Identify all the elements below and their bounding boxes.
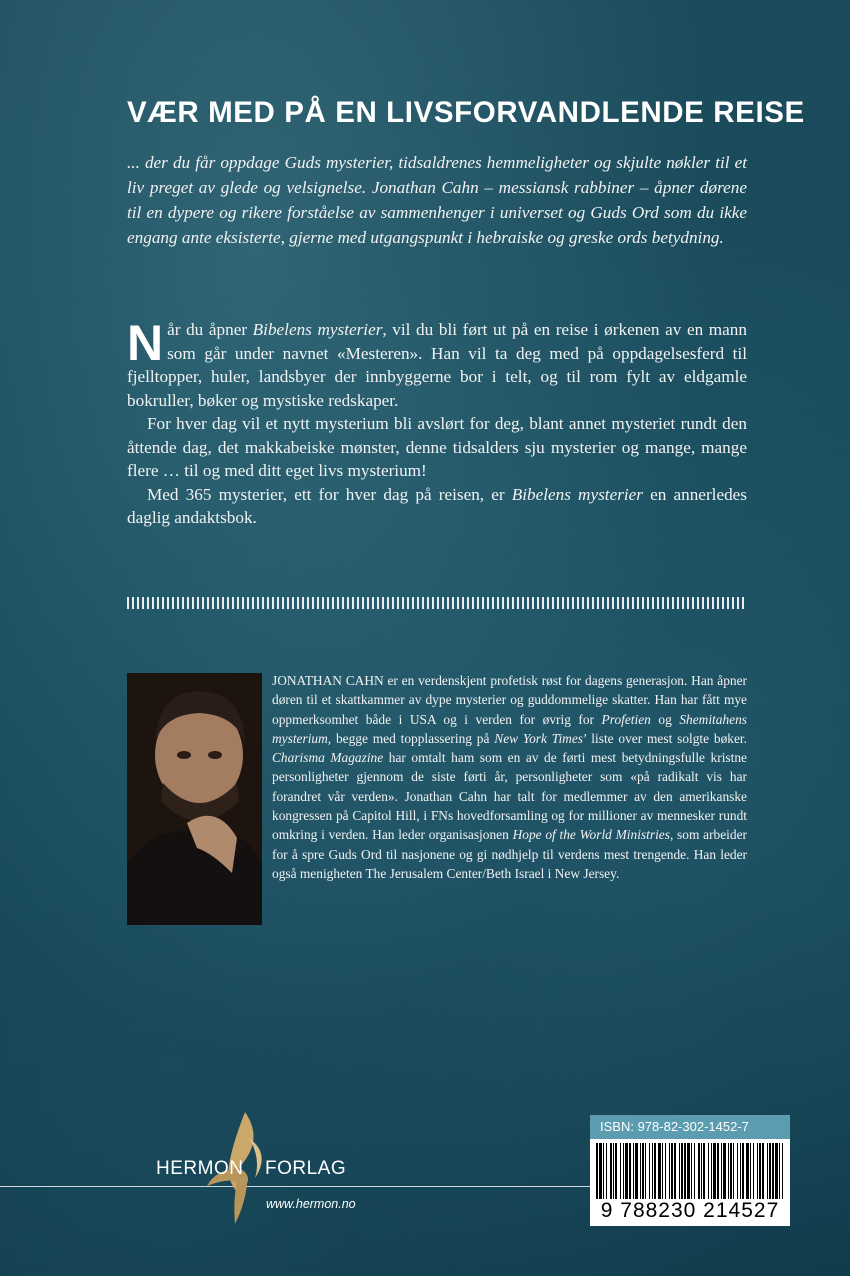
paragraph-3-text-b: en annerledes daglig andaktsbok.: [127, 484, 747, 527]
bio-text: og: [650, 711, 680, 727]
author-photo: [127, 673, 262, 925]
publisher-name-left: HERMON: [156, 1158, 244, 1179]
bio-text: , som arbeider for å spre Guds Ord til nasjonene og gi nødhjelp til verdens mest trengende. Han leder også menigheten The Jerusalem Center/Beth Israel i New Jersey.: [272, 827, 747, 881]
drop-cap: N: [127, 315, 164, 371]
publisher-url[interactable]: www.hermon.no: [266, 1197, 356, 1211]
paragraph-1: [127, 315, 747, 412]
publisher-name-right: FORLAG: [265, 1158, 347, 1179]
paragraph-1-text-a: år du åpner: [167, 320, 253, 339]
paragraph-2: For hver dag vil et nytt mysterium bli avslørt for deg, blant annet mysteriet rundt den åttende dag, det makkabeiske mønster, denne tidsalders sju mysterier og mange, mange flere … til og med ditt eget livs mysterium!: [127, 414, 747, 480]
bio-text: , begge med topplassering på: [327, 730, 495, 746]
isbn-block: [590, 1115, 790, 1226]
intro-paragraph: ... der du får oppdage Guds mysterier, tidsaldrenes hemmeligheter og skjulte nøkler til et liv preget av glede og velsignelse. Jonathan Cahn – messiansk rabbiner – åpner dørene til en dypere og rikere forståelse av sammenhenger i universet og Guds Ord som du ikke engang ante eksisterte, gjerne med utgangspunkt i hebraiske og greske ords betydning.: [127, 153, 747, 247]
paragraph-3: [127, 483, 747, 530]
book-title-em: Bibelens mysterier: [511, 484, 643, 504]
dotted-divider: [127, 597, 747, 609]
bio-em: Profetien: [601, 711, 651, 727]
paragraph-3-text-a: Med 365 mysterier, ett for hver dag på reisen, er: [147, 484, 512, 504]
bio-text: JONATHAN CAHN er en verdenskjent profetisk røst for dagens generasjon. Han åpner døren til et skattkammer av dype mysterier og guddommelige skatter. Han har fått mye oppmerksomhet både i USA og i verden for øvrig for: [272, 673, 747, 727]
author-bio: [272, 671, 747, 883]
headline: VÆR MED PÅ EN LIVSFORVANDLENDE REISE: [127, 96, 805, 129]
bio-em: Shemitahens mysterium: [272, 711, 748, 746]
footer-rule: [0, 1186, 595, 1187]
bio-em: New York Times: [494, 730, 584, 746]
barcode-digits: 9 788230 214527: [590, 1199, 790, 1223]
book-title-em: Bibelens mysterier: [252, 320, 383, 339]
bio-em: Charisma Magazine: [272, 750, 384, 766]
paragraph-1-text-b: , vil du bli ført ut på en reise i ørkenen av en mann som går under navnet «Mesteren». Han vil ta deg med på oppdagelsesferd til fjelltopper, huler, landsbyer der innbyggerne bor i telt, og til rom fylt av eldgamle bokruller, bøker og mystiske redskaper.: [127, 320, 747, 410]
barcode-icon: [596, 1143, 784, 1205]
author-portrait-icon: [127, 673, 262, 925]
bio-text: har omtalt ham som en av de førti mest betydningsfulle kristne personligheter gjennom de siste førti år, personligheter som «på radikalt vis har forandret vår verden». Jonathan Cahn har talt for medlemmer av den amerikanske kongressen på Capitol Hill, i FNs hovedforsamling og for millioner av mennesker rundt omkring i verden. Han leder organisasjonen: [272, 750, 747, 843]
bio-text: ’ liste over mest solgte bøker.: [583, 730, 747, 746]
bio-em: Hope of the World Ministries: [512, 827, 670, 843]
isbn-label: ISBN: 978-82-302-1452-7: [590, 1115, 790, 1139]
description-body: [127, 315, 747, 530]
